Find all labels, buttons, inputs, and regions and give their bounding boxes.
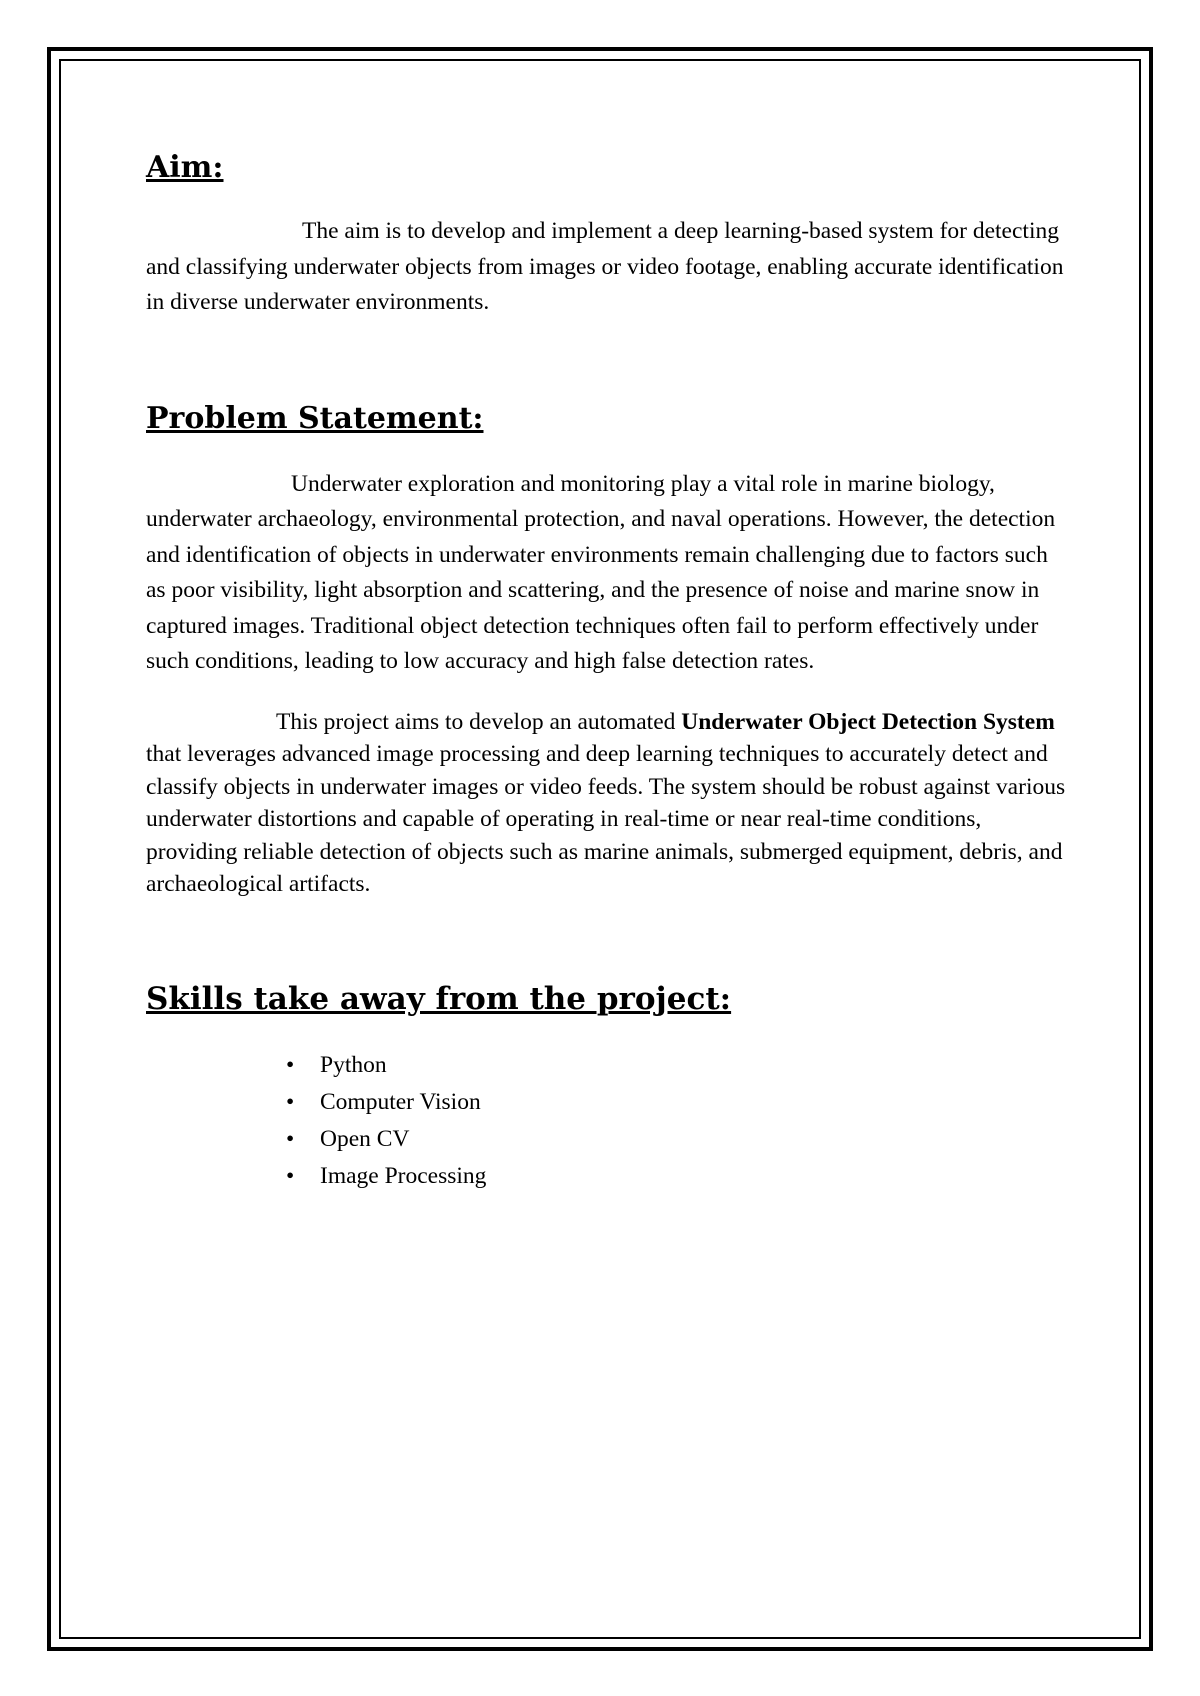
project-title-bold: Underwater Object Detection System [681, 708, 1055, 735]
skill-label: Computer Vision [320, 1088, 481, 1115]
skills-heading: Skills take away from the project: [146, 980, 732, 1017]
skill-label: Open CV [320, 1125, 410, 1152]
aim-paragraph: The aim is to develop and implement a deep learning-based system for detecting and classifying underwater objects from images or video footage, enabling accurate identification in diverse underwater environments. [146, 218, 1064, 315]
bullet-icon: • [286, 1088, 295, 1115]
problem-paragraph-2 [146, 706, 1066, 901]
bullet-icon: • [286, 1162, 295, 1189]
problem-statement-heading: Problem Statement: [146, 400, 484, 436]
aim-heading: Aim: [146, 150, 224, 185]
skill-label: Image Processing [320, 1162, 487, 1189]
bullet-icon: • [286, 1125, 295, 1152]
skill-item [286, 1084, 1066, 1121]
bullet-icon: • [286, 1051, 295, 1078]
problem-paragraph-1: Underwater exploration and monitoring play a vital role in marine biology, underwater archaeology, environmental protection, and naval operations. However, the detection and identification of objects in underwater environments remain challenging due to factors such as poor visibility, light absorption and scattering, and the presence of noise and marine snow in captured images. Traditional object detection techniques often fail to perform effectively under such conditions, leading to low accuracy and high false detection rates. [146, 470, 1056, 674]
skill-item [286, 1121, 1066, 1158]
problem-paragraph-2-end: that leverages advanced image processing and deep learning techniques to accurately detect and classify objects in underwater images or video feeds. The system should be robust against various underwater distortions and capable of operating in real-time or near real-time conditions, providing reliable detection of objects such as marine animals, submerged equipment, debris, and archaeological artifacts. [146, 741, 1066, 897]
skill-item [286, 1158, 1066, 1195]
skills-list [146, 1047, 1066, 1195]
skill-label: Python [320, 1051, 387, 1078]
problem-paragraph-2-start: This project aims to develop an automated [276, 708, 682, 735]
skill-item [286, 1047, 1066, 1084]
document-content [146, 130, 1066, 1195]
